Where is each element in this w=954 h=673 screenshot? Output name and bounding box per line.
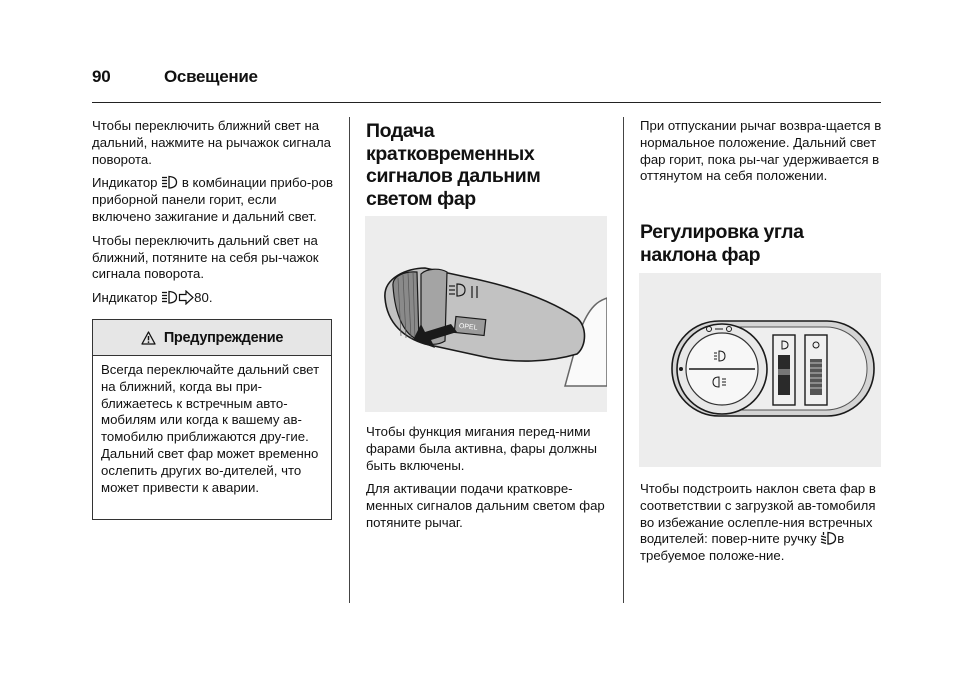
paragraph-text: Чтобы подстроить наклон света фар в соответствии с загрузкой ав-томобиля во избежание ослепле-ния встречных водителей: повер-ните ручку [640,481,876,547]
heading-flash-to-pass: Подача кратковременных сигналов дальним светом фар [366,120,541,210]
headlight-leveling-icon [820,531,837,546]
lever-illustration [365,216,607,412]
warning-text: Всегда переключайте дальний свет на ближний, когда вы при-ближаетесь к встречным авто-мобилям или когда к вашему ав-томобилю приближаются дру-гие. Дальний свет фар может временно ослепить других во-дителей, что может привести к аварии. [101,362,320,495]
warning-header [93,320,331,356]
paragraph: Чтобы переключить дальний свет на ближний, потяните на себя ры-чажок сигнала поворота. [92,232,319,282]
paragraph-text: в комбинации прибо-ров приборной панели горит, если включено зажигание и дальний свет. [92,175,333,224]
column-3-text [640,118,882,192]
panel-drawing [639,273,881,467]
paragraph-text: в требуемое положе-ние. [640,531,845,564]
paragraph: Чтобы переключить ближний свет на дальний, нажмите на рычажок сигнала поворота. [92,118,332,167]
paragraph [640,481,882,565]
paragraph: При отпускании рычаг возвра-щается в нормальное положение. Дальний свет фар горит, пока ры-чаг удерживается в оттянутом на себя положении. [640,118,882,184]
warning-box [92,319,332,520]
column-2-text [366,424,612,539]
paragraph: Для активации подачи кратковре-менных сигналов дальним светом фар потяните рычаг. [366,481,605,530]
page-reference-arrow-icon [178,290,194,305]
high-beam-icon [161,290,178,305]
header-rule [92,102,881,103]
column-3-lower-text [640,481,882,572]
column-divider-2 [623,117,624,603]
section-title: Освещение [164,67,258,86]
paragraph [92,175,338,225]
indicator-label: Индикатор [92,290,158,306]
lever-label: OPEL [458,322,478,332]
lever-drawing [365,216,607,412]
paragraph [92,290,338,307]
indicator-label: Индикатор [92,175,158,191]
column-divider-1 [349,117,350,603]
column-1 [92,118,338,314]
page-reference[interactable]: 80. [194,290,213,306]
warning-title: Предупреждение [163,329,284,346]
page-number: 90 [92,67,111,86]
warning-triangle-icon [141,331,156,345]
high-beam-icon [161,175,178,190]
headlight-panel-illustration [639,273,881,467]
paragraph: Чтобы функция мигания перед-ними фарами была активна, фары должны быть включены. [366,424,597,473]
heading-headlight-leveling: Регулировка угла наклона фар [640,221,804,266]
